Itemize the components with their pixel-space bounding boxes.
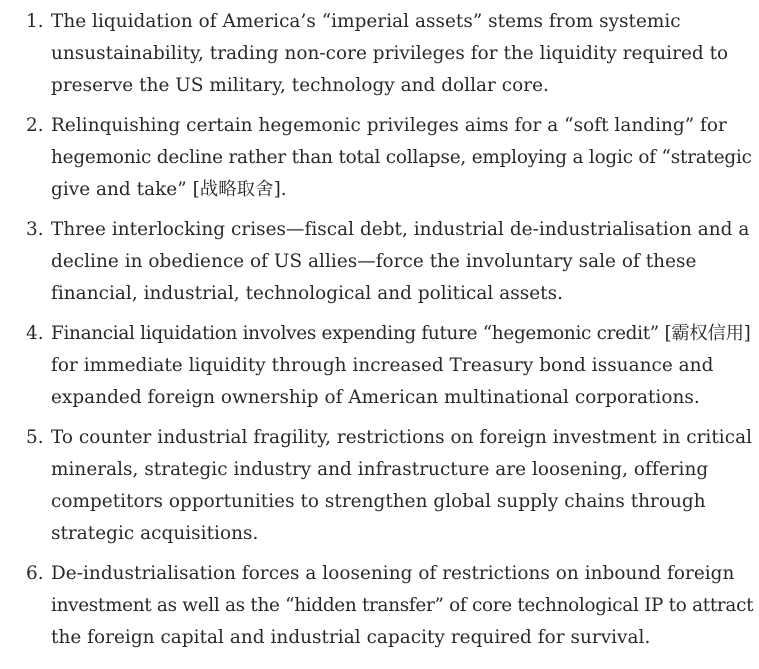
list-item-text-line: expanded foreign ownership of American multinational corporations. bbox=[51, 387, 700, 408]
list-item-text-line: The liquidation of America’s “imperial assets” stems from systemic bbox=[51, 11, 681, 32]
list-item-text-line: hegemonic decline rather than total collapse, employing a logic of “strategic bbox=[51, 147, 752, 168]
list-item-text-line: Three interlocking crises—fiscal debt, industrial de-industrialisation and a bbox=[51, 219, 750, 240]
list-item bbox=[0, 422, 759, 550]
list-item-text-line: decline in obedience of US allies—force the involuntary sale of these bbox=[51, 251, 697, 272]
list-item-text-line: Financial liquidation involves expending future “hegemonic credit” [霸权信用] bbox=[51, 323, 751, 344]
list-item-text-line: Relinquishing certain hegemonic privileges aims for a “soft landing” for bbox=[51, 115, 727, 136]
list-item-text-line: To counter industrial fragility, restrictions on foreign investment in critical bbox=[51, 427, 753, 448]
list-item-text-line: competitors opportunities to strengthen global supply chains through bbox=[51, 491, 706, 512]
list-item-number: 4. bbox=[26, 323, 44, 344]
list-item bbox=[0, 6, 759, 102]
list-item-text-line: the foreign capital and industrial capacity required for survival. bbox=[51, 627, 651, 648]
list-item-number: 5. bbox=[26, 427, 44, 448]
list-item-text-line: financial, industrial, technological and political assets. bbox=[51, 283, 563, 304]
list-item-text-line: strategic acquisitions. bbox=[51, 523, 259, 544]
list-item bbox=[0, 110, 759, 206]
list-item-number: 6. bbox=[26, 563, 44, 584]
list-item-number: 1. bbox=[26, 11, 44, 32]
list-item-text-line: minerals, strategic industry and infrastructure are loosening, offering bbox=[51, 459, 709, 480]
list-item-text-line: for immediate liquidity through increased Treasury bond issuance and bbox=[51, 355, 714, 376]
list-item bbox=[0, 558, 759, 654]
list-item-number: 3. bbox=[26, 219, 44, 240]
list-item-text-line: De-industrialisation forces a loosening of restrictions on inbound foreign bbox=[51, 563, 735, 584]
list-item-text-line: investment as well as the “hidden transfer” of core technological IP to attract bbox=[51, 595, 754, 616]
numbered-list bbox=[0, 6, 759, 662]
list-item-text-line: preserve the US military, technology and dollar core. bbox=[51, 75, 549, 96]
list-item-number: 2. bbox=[26, 115, 44, 136]
list-item-text-line: give and take” [战略取舍]. bbox=[51, 179, 287, 200]
list-item-text-line: unsustainability, trading non-core privileges for the liquidity required to bbox=[51, 43, 729, 64]
list-item bbox=[0, 318, 759, 414]
list-item bbox=[0, 214, 759, 310]
